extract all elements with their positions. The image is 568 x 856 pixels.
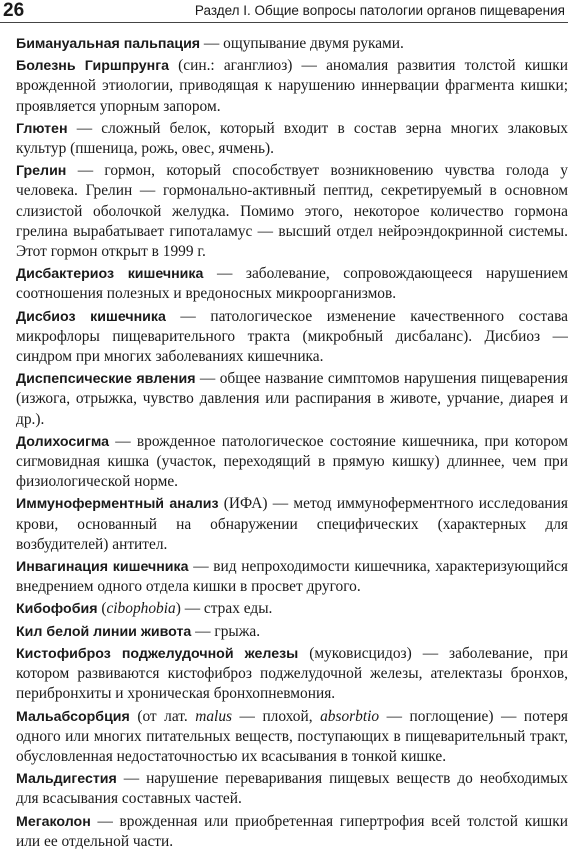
glossary-entry <box>16 161 568 262</box>
glossary-definition: — врожденное патологическое состояние кишечника, при котором сигмовидная кишка (участок, переходящий в прямую кишку) длиннее, чем при физиологической норме. <box>16 432 568 491</box>
glossary-term: Иммуноферментный анализ <box>16 496 219 513</box>
glossary-term: Диспепсические явления <box>16 371 196 388</box>
glossary-definition: — ощупывание двумя руками. <box>200 35 404 52</box>
running-title: Раздел I. Общие вопросы патологии органов пищеварения <box>194 3 565 18</box>
glossary-definition: — грыжа. <box>191 622 261 640</box>
page-header <box>0 0 568 24</box>
glossary-term: Глютен <box>16 120 68 137</box>
latin-term: absorbtio <box>320 707 380 725</box>
glossary-definition: — поглощение) — потеря одного или многих питательных веществ, поступающих в пищеварительный тракт, обусловленная недостаточностью их всасывания в тонкой кишке. <box>16 707 568 765</box>
glossary-definition: (ИФА) — метод иммуноферментного исследования крови, основанный на обнаружении специфических (характерных для возбудителей) антител. <box>16 495 568 553</box>
glossary-entry <box>16 812 568 852</box>
latin-term: malus <box>195 707 233 725</box>
glossary-term: Кибофобия <box>16 601 98 618</box>
glossary-entry <box>16 599 568 619</box>
glossary-definition: — патологическое изменение качественного состава микрофлоры пищеварительного тракта (микробный дисбаланс). Дисбиоз — синдром при многих заболеваниях кишечника. <box>16 307 568 366</box>
glossary-entry <box>16 264 568 304</box>
glossary-definition-mid: — плохой, <box>232 707 321 725</box>
glossary-entry <box>16 56 568 117</box>
glossary-definition: — общее название симптомов нарушения пищеварения (изжога, отрыжка, чувство давления или распирания в животе, урчание, диарея и др.). <box>16 370 568 428</box>
glossary-definition: — сложный белок, который входит в состав зерна многих злаковых культур (пшеница, рожь, овес, ячмень). <box>16 119 568 158</box>
glossary-entry <box>16 769 568 809</box>
glossary-term: Мегаколон <box>16 813 91 830</box>
glossary-entry <box>16 34 568 54</box>
glossary-definition: (муковисцидоз) — заболевание, при котором развиваются кистофиброз поджелудочной железы, ателектазы бронхов, перибронхиты и хроническая бронхопневмония. <box>16 644 568 703</box>
glossary-term: Мальдигестия <box>16 771 117 788</box>
glossary-definition: — вид непроходимости кишечника, характеризующийся внедрением одного отдела кишки в просвет другого. <box>16 558 568 596</box>
glossary-entry <box>16 494 568 555</box>
glossary-term: Дисбактериоз кишечника <box>16 266 204 283</box>
glossary-term: Кил белой линии живота <box>16 623 192 640</box>
glossary-body <box>16 34 568 854</box>
header-rule <box>0 22 568 23</box>
glossary-definition: — врожденная или приобретенная гипертрофия всей толстой кишки или ее отдельной части. <box>16 812 568 850</box>
glossary-definition: ) — страх еды. <box>175 600 273 618</box>
glossary-term: Грелин <box>16 163 67 180</box>
glossary-term: Инвагинация кишечника <box>16 559 189 576</box>
glossary-term: Дисбиоз кишечника <box>16 308 166 325</box>
glossary-entry <box>16 557 568 597</box>
glossary-term: Кистофиброз поджелудочной железы <box>16 645 299 662</box>
glossary-entry <box>16 119 568 159</box>
glossary-entry <box>16 369 568 430</box>
glossary-definition: — заболевание, сопровождающееся нарушением соотношения полезных и вредоносных микроорганизмов. <box>16 265 568 303</box>
glossary-definition-pre: (от лат. <box>129 707 196 725</box>
glossary-definition: (син.: аганглиоз) — аномалия развития толстой кишки врожденной этиологии, приводящая к нарушению иннервации фрагмента кишки; проявляется упорным запором. <box>16 57 568 115</box>
glossary-entry <box>16 707 568 768</box>
glossary-definition: — нарушение переваривания пищевых веществ до необходимых для всасывания составных частей. <box>16 770 568 808</box>
glossary-definition-pre: ( <box>97 600 107 618</box>
page-number: 26 <box>3 0 25 21</box>
glossary-term: Мальабсорбция <box>16 708 130 725</box>
glossary-entry <box>16 432 568 493</box>
glossary-entry <box>16 622 568 642</box>
glossary-definition: — гормон, который способствует возникновению чувства голода у человека. Грелин — гормонально-активный пептид, секретируемый в основном слизистой оболочкой желудка. Помимо этого, некоторое количество гормона грелина вырабатывает гипоталамус — высший отдел нейроэндокринной системы. Этот гормон открыт в 1999 г. <box>16 162 568 261</box>
glossary-term: Болезнь Гиршпрунга <box>16 58 170 75</box>
glossary-term: Бимануальная пальпация <box>16 36 201 52</box>
glossary-term: Долихосигма <box>16 433 110 450</box>
glossary-entry <box>16 307 568 368</box>
glossary-entry <box>16 644 568 705</box>
latin-term: cibophobia <box>106 600 176 618</box>
